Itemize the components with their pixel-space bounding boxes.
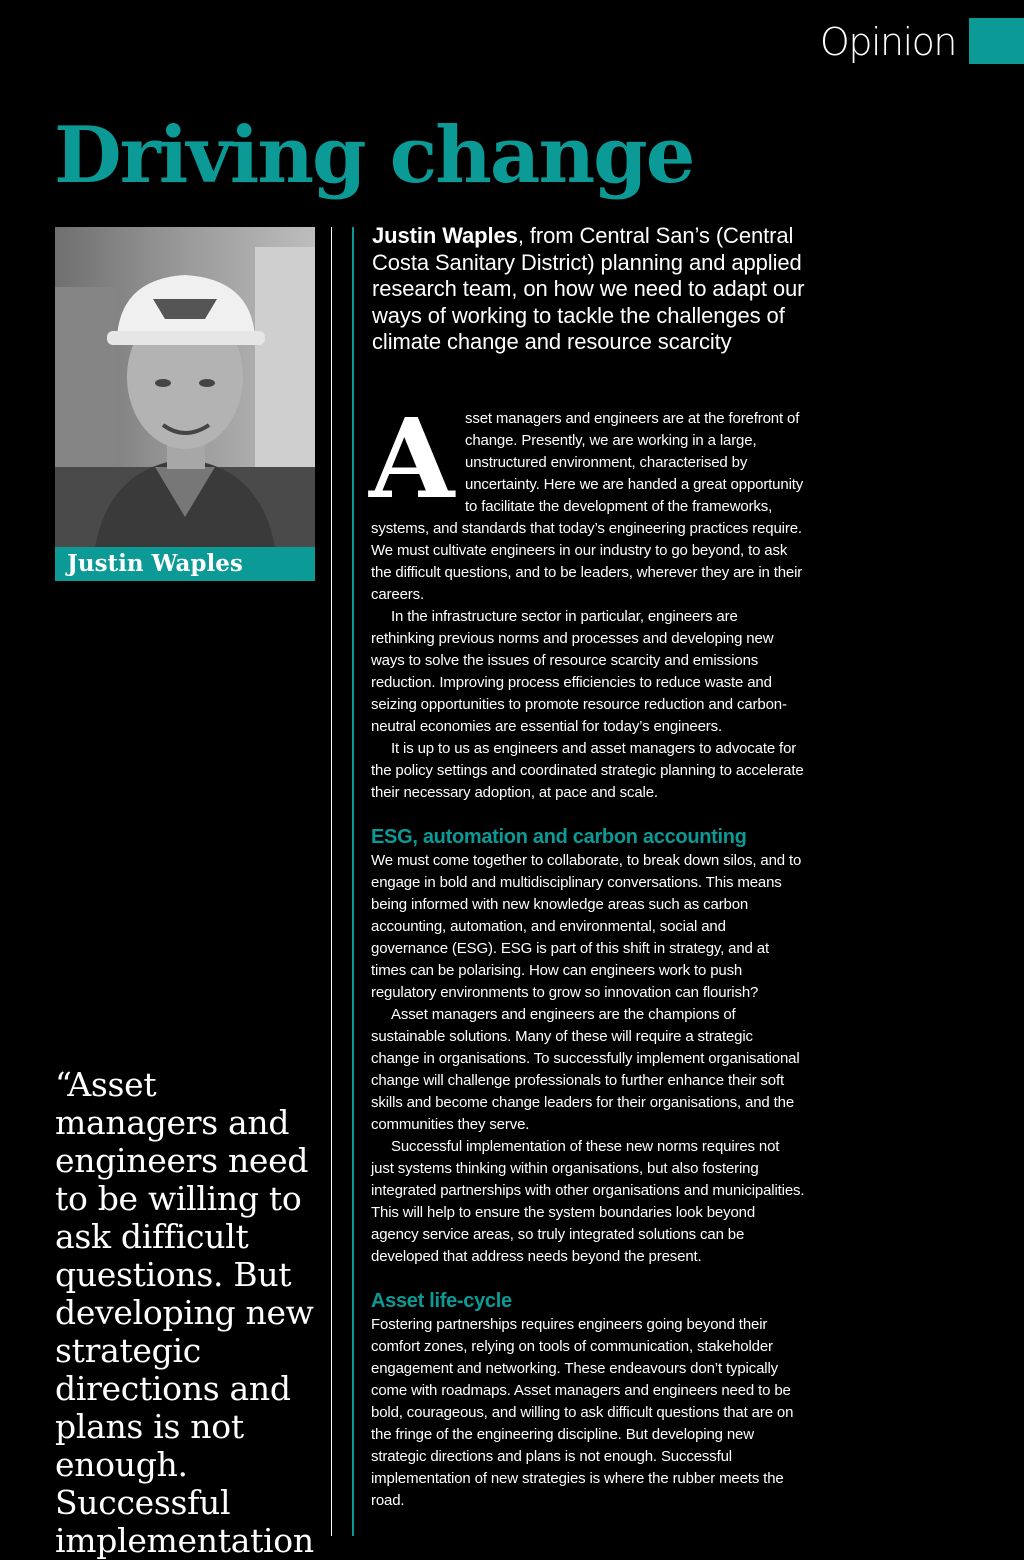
section-tab <box>969 18 1024 64</box>
portrait-caption: Justin Waples <box>55 547 315 581</box>
pull-quote: “Asset managers and engineers need to be willing to ask difficult questions. But developing new strategic directions and plans is not enough. Successful implementation <box>55 1065 314 1560</box>
article-body <box>369 394 805 1512</box>
standfirst-author: Justin Waples <box>372 223 518 248</box>
article-paragraph: Successful implementation of these new norms requires not just systems thinking within organisations, but also fostering integrated partnerships with other organisations and municipalities. This will help to ensure the system boundaries look beyond agency service areas, so truly integrated solutions can be developed that address needs beyond the present. <box>371 1138 805 1265</box>
article-paragraph: In the infrastructure sector in particular, engineers are rethinking previous norms and processes and developing new ways to solve the issues of resource scarcity and emissions reduction. Improving process efficiencies to reduce waste and seizing opportunities to promote resource reduction and carbon-neutral economies are essential for today’s engineers. <box>371 608 787 735</box>
article-paragraph <box>369 394 805 606</box>
accent-bar <box>352 227 354 1536</box>
intro-text: sset managers and engineers are at the forefront of change. Presently, we are working in a large, unstructured environment, characterised by uncertainty. Here we are handed a great opportunity to facilitate the development of the frameworks, systems, and standards that today’s engineering practices require. We must cultivate engineers in our industry to go beyond, to ask the difficult questions, and to be leaders, wherever they are in their careers. <box>371 410 804 603</box>
headline: Driving change <box>54 110 694 201</box>
section-label: Opinion <box>819 20 956 64</box>
portrait-photo-icon <box>55 227 315 547</box>
article-paragraph: Fostering partnerships requires engineers going beyond their comfort zones, relying on tools of communication, stakeholder engagement and networking. These endeavours don’t typically come with roadmaps. Asset managers and engineers need to be bold, courageous, and willing to ask difficult questions that are on the fringe of the engineering discipline. But developing new strategic directions and plans is not enough. Successful implementation of new strategies is where the rubber meets the road. <box>371 1316 794 1509</box>
portrait-photo <box>55 227 315 547</box>
standfirst <box>372 223 812 356</box>
subheading: Asset life-cycle <box>371 1290 512 1312</box>
standfirst-text: , from Central San’s (Central Costa Sanitary District) planning and applied research team, on how we need to adapt our ways of working to tackle the challenges of climate change and resource scarcity <box>372 223 805 355</box>
drop-cap: A <box>369 394 455 523</box>
article-paragraph: We must come together to collaborate, to break down silos, and to engage in bold and multidisciplinary conversations. This means being informed with new knowledge areas such as carbon accounting, automation, and environmental, social and governance (ESG). ESG is part of this shift in strategy, and at times can be polarising. How can engineers work to push regulatory environments to grow so innovation can flourish? <box>371 852 802 1001</box>
subheading: ESG, automation and carbon accounting <box>371 826 747 848</box>
article-paragraph: It is up to us as engineers and asset managers to advocate for the policy settings and coordinated strategic planning to accelerate their necessary adoption, at pace and scale. <box>371 740 804 801</box>
column-divider <box>331 227 332 1536</box>
article-paragraph: Asset managers and engineers are the champions of sustainable solutions. Many of these will require a strategic change in organisations. To successfully implement organisational change will challenge professionals to further enhance their soft skills and become change leaders for their organisations, and the communities they serve. <box>371 1006 800 1133</box>
